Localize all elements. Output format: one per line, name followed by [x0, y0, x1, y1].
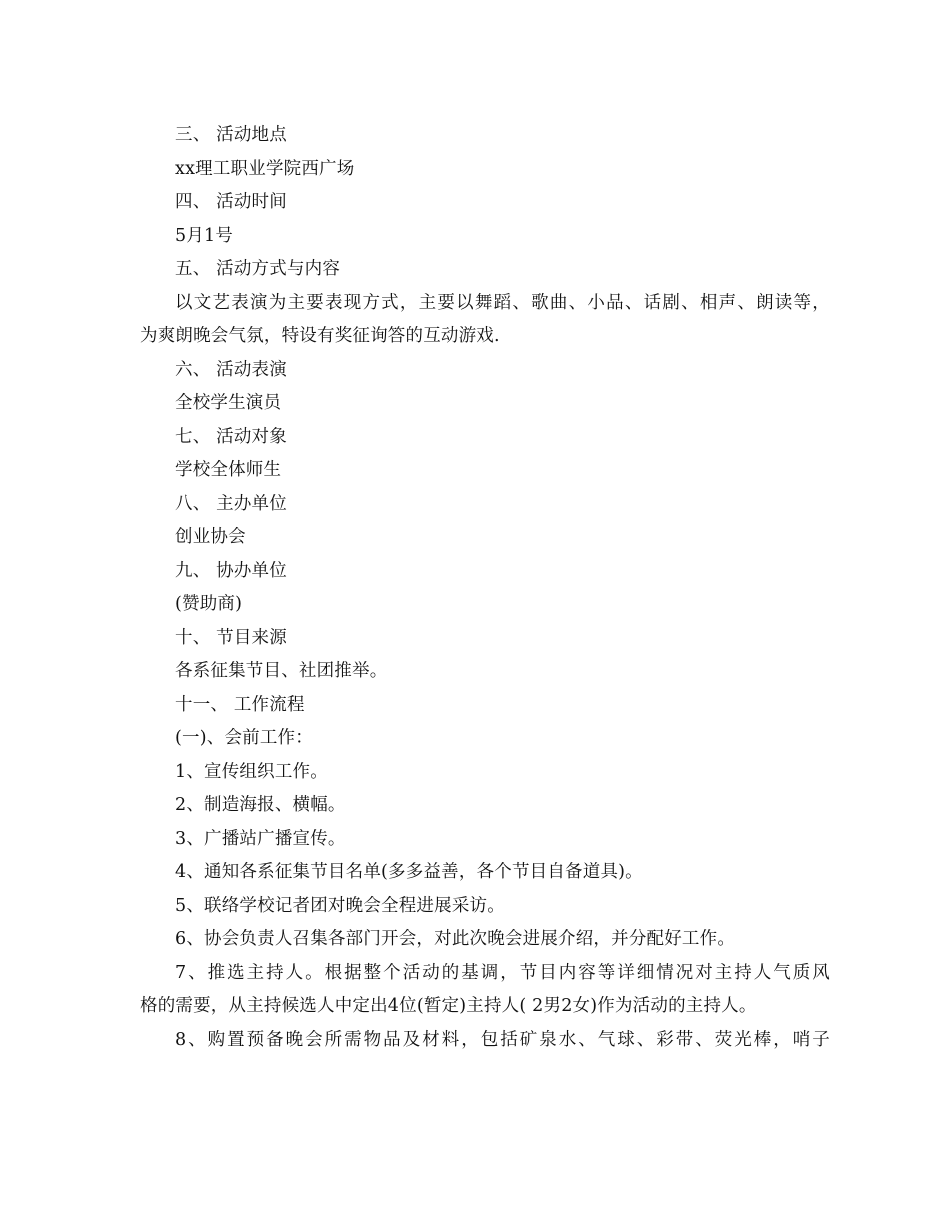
paragraph-format-line-1: 以文艺表演为主要表现方式，主要以舞蹈、歌曲、小品、话剧、相声、朗读等， [175, 292, 830, 313]
paragraph-audience: 学校全体师生 [175, 460, 282, 480]
paragraph-performers: 全校学生演员 [175, 393, 282, 413]
paragraph-co-organizer: (赞助商) [175, 594, 243, 614]
section-heading-format: 五、 活动方式与内容 [175, 259, 341, 279]
list-item-4: 4、通知各系征集节目名单(多多益善，各个节目自备道具)。 [175, 862, 643, 882]
section-heading-program-source: 十、 节目来源 [175, 627, 287, 648]
section-heading-location: 三、 活动地点 [175, 125, 287, 145]
section-heading-co-organizer: 九、 协办单位 [175, 560, 287, 581]
section-heading-time: 四、 活动时间 [175, 192, 287, 212]
list-item-3: 3、广播站广播宣传。 [175, 828, 346, 849]
section-heading-performers: 六、 活动表演 [175, 359, 287, 380]
section-heading-audience: 七、 活动对象 [175, 426, 287, 447]
section-heading-organizer: 八、 主办单位 [175, 493, 287, 514]
paragraph-time: 5月1号 [175, 225, 234, 246]
list-item-8-line-1: 8、购置预备晚会所需物品及材料，包括矿泉水、气球、彩带、荧光棒，哨子 [175, 1029, 830, 1050]
list-item-2: 2、制造海报、横幅。 [175, 795, 346, 815]
document-body [140, 119, 830, 1057]
paragraph-organizer: 创业协会 [175, 527, 246, 547]
list-item-7-line-1: 7、推选主持人。根据整个活动的基调，节目内容等详细情况对主持人气质风 [175, 962, 830, 983]
list-item-7-line-2: 格的需要，从主持候选人中定出4位(暂定)主持人( 2男2女)作为活动的主持人。 [140, 996, 757, 1016]
section-heading-workflow: 十一、 工作流程 [175, 694, 305, 715]
list-item-1: 1、宣传组织工作。 [175, 761, 328, 782]
list-item-5: 5、联络学校记者团对晚会全程进展采访。 [175, 895, 505, 916]
paragraph-program-source: 各系征集节目、社团推举。 [175, 661, 388, 681]
subsection-heading-pre-event: (一)、会前工作： [175, 728, 313, 748]
paragraph-format-line-2: 为爽朗晚会气氛，特设有奖征询答的互动游戏. [140, 326, 500, 346]
paragraph-location: xx理工职业学院西广场 [175, 158, 355, 179]
list-item-6: 6、协会负责人召集各部门开会，对此次晚会进展介绍，并分配好工作。 [175, 929, 736, 949]
